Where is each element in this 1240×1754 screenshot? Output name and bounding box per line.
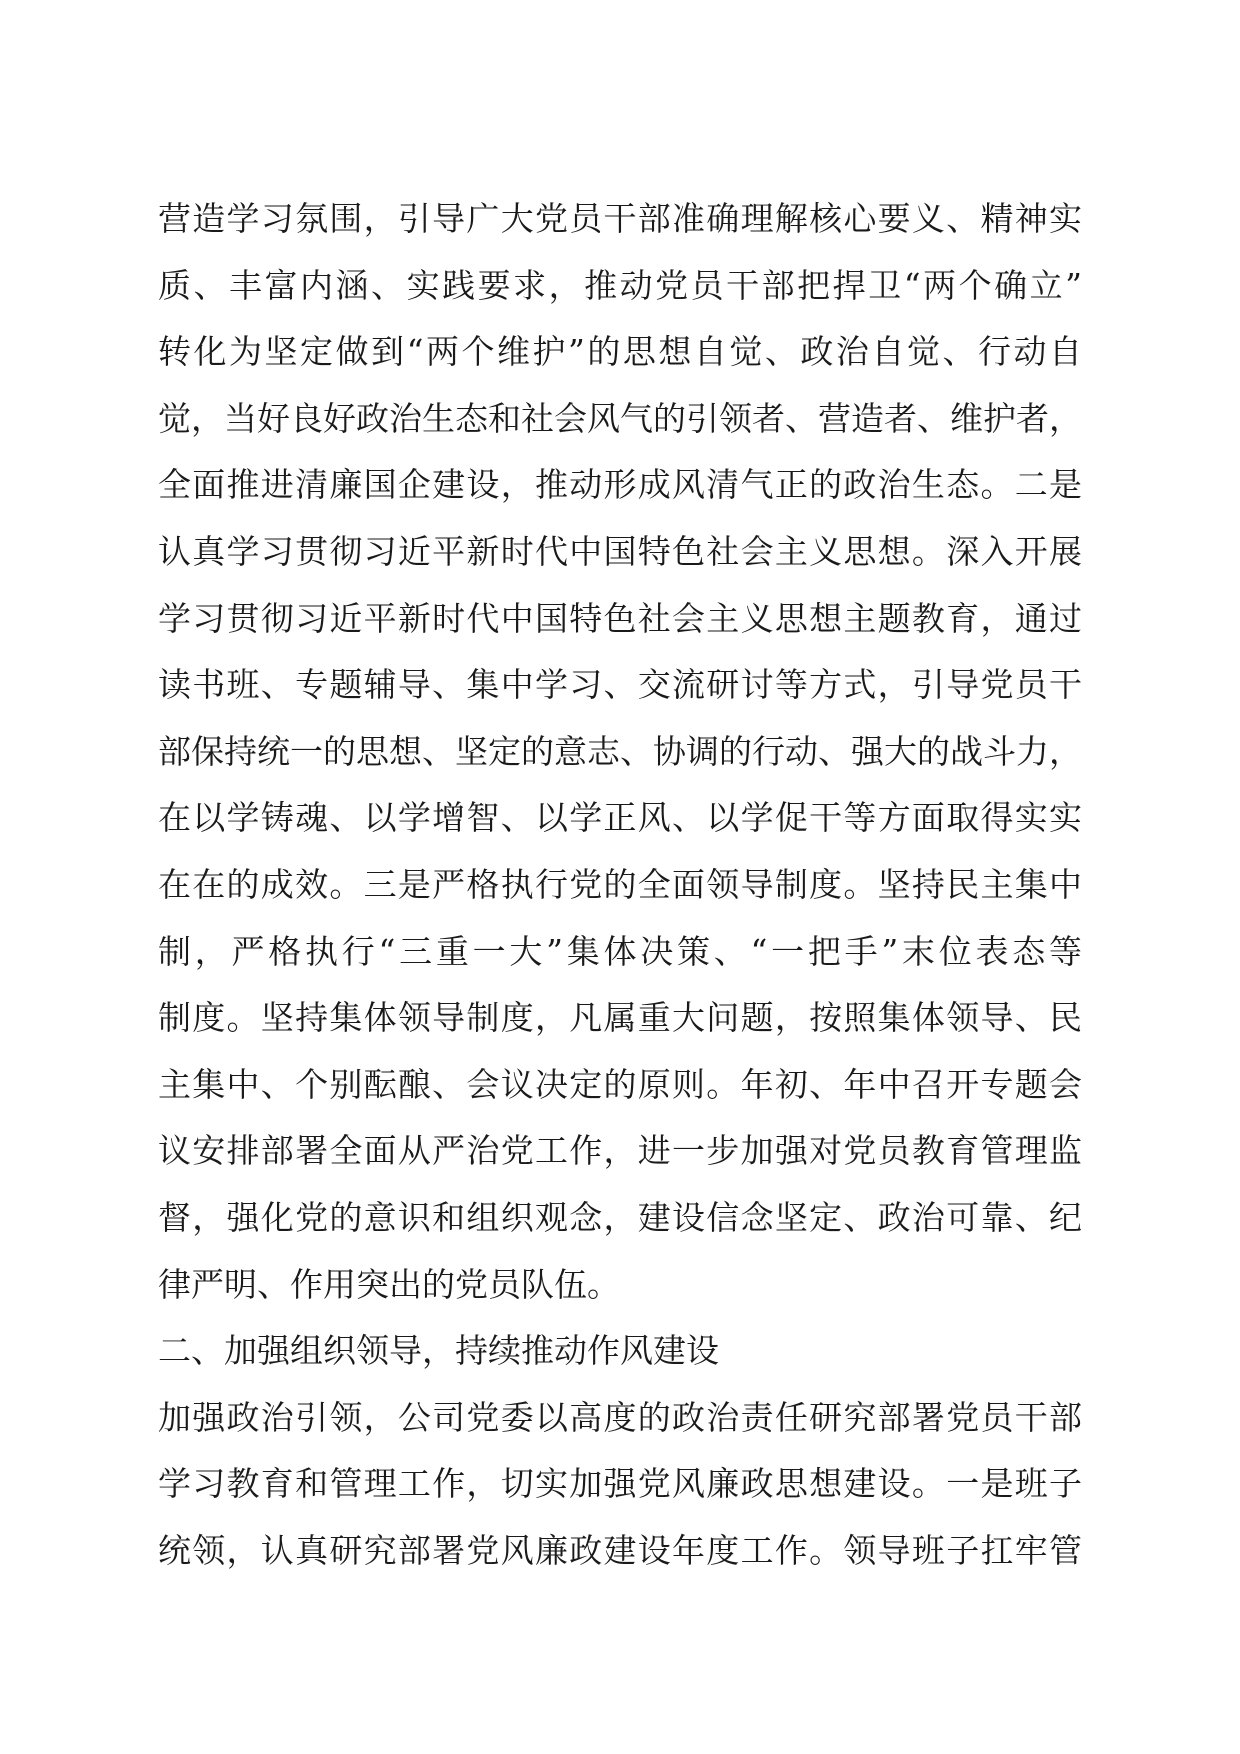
text-line: 议安排部署全面从严治党工作，进一步加强对党员教育管理监 [158, 1131, 1082, 1171]
text-line: 全面推进清廉国企建设，推动形成风清气正的政治生态。二是 [158, 465, 1082, 505]
text-line: 制度。坚持集体领导制度，凡属重大问题，按照集体领导、民 [158, 998, 1082, 1038]
text-line: 制，严格执行“三重一大”集体决策、“一把手”末位表态等 [158, 931, 1082, 971]
text-line: 认真学习贯彻习近平新时代中国特色社会主义思想。深入开展 [158, 531, 1082, 571]
body-text [158, 186, 1082, 1584]
text-line: 觉，当好良好政治生态和社会风气的引领者、营造者、维护者， [158, 398, 1082, 438]
text-line: 学习贯彻习近平新时代中国特色社会主义思想主题教育，通过 [158, 598, 1082, 638]
text-line: 部保持统一的思想、坚定的意志、协调的行动、强大的战斗力， [158, 731, 1082, 771]
text-line: 学习教育和管理工作，切实加强党风廉政思想建设。一是班子 [158, 1464, 1082, 1504]
text-line: 统领，认真研究部署党风廉政建设年度工作。领导班子扛牢管 [158, 1530, 1082, 1570]
text-line: 质、丰富内涵、实践要求，推动党员干部把捍卫“两个确立” [158, 265, 1082, 305]
text-line: 在在的成效。三是严格执行党的全面领导制度。坚持民主集中 [158, 864, 1082, 904]
text-line: 营造学习氛围，引导广大党员干部准确理解核心要义、精神实 [158, 199, 1082, 238]
text-line: 督，强化党的意识和组织观念，建设信念坚定、政治可靠、纪 [158, 1197, 1082, 1237]
paragraph-end-line: 律严明、作用突出的党员队伍。 [158, 1264, 620, 1304]
text-line: 在以学铸魂、以学增智、以学正风、以学促干等方面取得实实 [158, 798, 1082, 838]
text-line: 读书班、专题辅导、集中学习、交流研讨等方式，引导党员干 [158, 665, 1082, 705]
text-line: 主集中、个别酝酿、会议决定的原则。年初、年中召开专题会 [158, 1064, 1082, 1104]
text-line: 加强政治引领，公司党委以高度的政治责任研究部署党员干部 [158, 1397, 1082, 1437]
section-heading: 二、加强组织领导，持续推动作风建设 [158, 1331, 719, 1371]
text-line: 转化为坚定做到“两个维护”的思想自觉、政治自觉、行动自 [158, 332, 1082, 372]
